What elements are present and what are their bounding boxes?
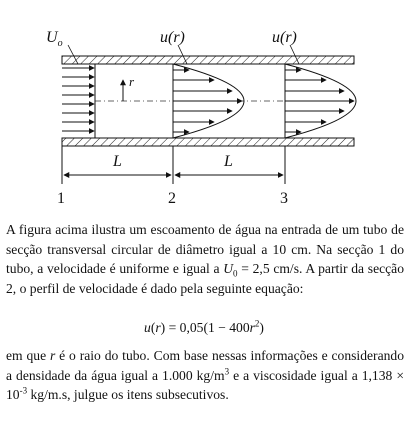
label-u-r-3: u(r) <box>272 29 297 46</box>
problem-paragraph-2 <box>6 346 404 405</box>
eq-u: u <box>144 320 151 335</box>
label-L-2: L <box>224 153 233 170</box>
parabolic-profile-3 <box>285 64 356 138</box>
p2-text-d: kg/m.s, julgue os itens subsecutivos. <box>27 387 229 403</box>
eq-r: r <box>155 320 161 335</box>
p2-symbol-r: r <box>49 348 56 363</box>
p2-text-a: em que <box>6 348 50 363</box>
pipe-flow-figure <box>0 0 408 212</box>
label-L-1: L <box>113 153 122 170</box>
problem-paragraph-1 <box>6 220 404 298</box>
pipe-wall-top <box>62 56 354 64</box>
pipe-wall-bottom <box>62 138 354 146</box>
section-number-2: 2 <box>168 190 176 207</box>
eq-end: ) <box>259 320 264 335</box>
p1-symbol-U-sub: 0 <box>233 268 238 279</box>
p1-text-b: = 2,5 cm/s. A partir da secção 2, o perfil de velocidade é dado pela seguinte equação: <box>6 261 405 296</box>
eq-exp: 2 <box>254 318 260 329</box>
section-number-3: 3 <box>280 190 288 207</box>
label-r: r <box>129 74 135 89</box>
p1-symbol-U: U <box>223 261 234 277</box>
eq-mid: = 0,05(1 − 400 <box>165 320 250 335</box>
p2-text-c: e a viscosidade igual a 1,138 × 10 <box>6 367 404 403</box>
velocity-equation: $u(r) = 0,05(1 - 400r^2)$ <box>144 318 264 335</box>
parabolic-profile-2 <box>173 64 244 138</box>
eq-r2: r <box>249 320 255 335</box>
p2-text-b: é o raio do tubo. Com base nessas informações e considerando a densidade da água igual a 1.000 kg/m <box>6 348 404 383</box>
section-number-1: 1 <box>57 190 65 207</box>
p2-exp-3: 3 <box>224 366 230 377</box>
p1-text-a: A figura acima ilustra um escoamento de água na entrada de um tubo de secção transversal circular de diâmetro igual a 10 cm. Na secção 1 do tubo, a velocidade é uniforme e igual a <box>6 222 404 277</box>
label-u-r-2: u(r) <box>160 29 185 46</box>
uniform-profile <box>62 64 95 138</box>
p2-exp-neg3: -3 <box>19 385 28 396</box>
label-U0: $U_o$ <box>46 29 63 49</box>
